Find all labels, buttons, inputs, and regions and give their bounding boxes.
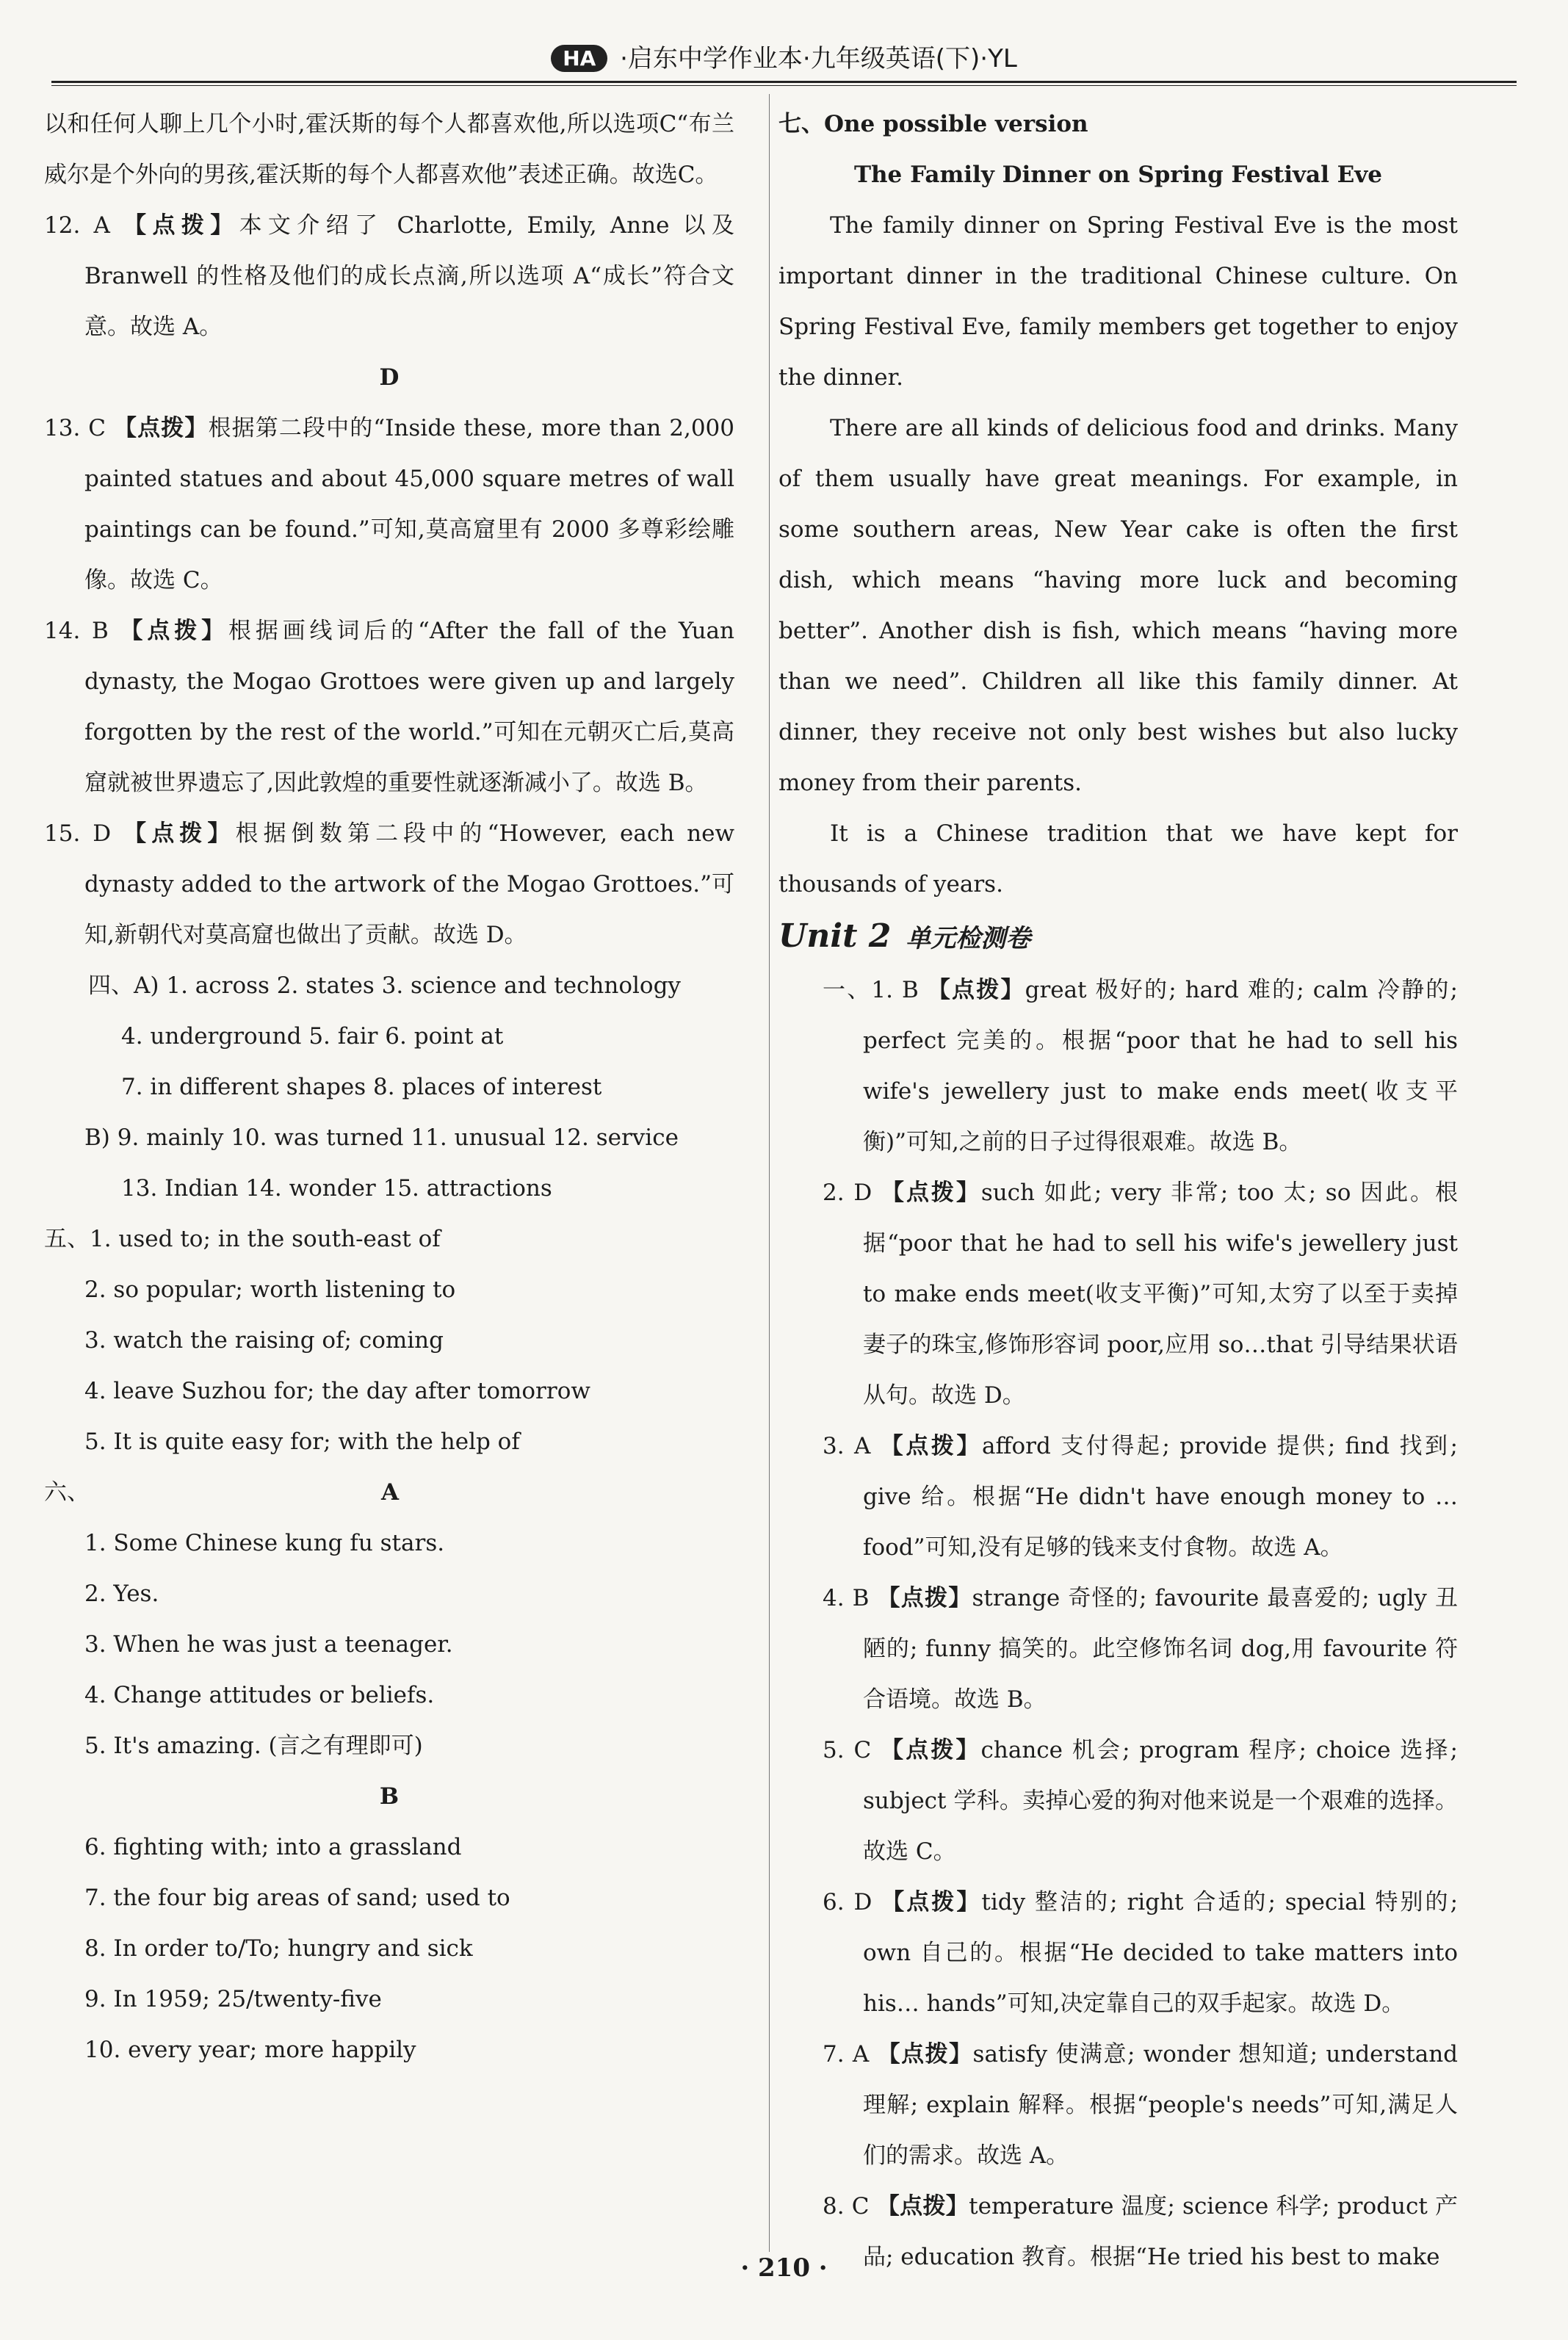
answer-text: The Family Dinner on Spring Festival Eve — [853, 162, 1383, 188]
page-header — [44, 38, 1524, 82]
answer-text: 10. every year; more happily — [84, 2037, 416, 2063]
answer-text: afford 支付得起; provide 提供; find 找到; give 给。根据“He didn't have enough money to … food”可知,没有足够的钱来支付食物。故选 A。 — [863, 1433, 1458, 1561]
answer-text: 根据画线词后的“After the fall of the Yuan dynasty, the Mogao Grottoes were given up and largely forgotten by the rest of the world.”可知在元朝灭亡后,莫高窟就被世界遗忘了,因此敦煌的重要性就逐渐减小了。故选 B。 — [84, 618, 734, 796]
hint-tag: 【点拨】 — [123, 212, 239, 239]
text-line — [44, 1670, 734, 1721]
right-column — [778, 99, 1458, 2283]
hint-tag: 【点拨】 — [881, 1180, 981, 1206]
text-line — [778, 403, 1458, 809]
unit-heading — [778, 910, 1458, 965]
answer-text: great 极好的; hard 难的; calm 冷静的; perfect 完美的。根据“poor that he had to sell his wife's jewellery just to make ends meet(收支平衡)”可知,之前的日子过得很艰难。故选 B。 — [863, 977, 1458, 1155]
hint-tag: 【点拨】 — [123, 820, 236, 847]
answer-text: 4. underground 5. fair 6. point at — [121, 1023, 504, 1050]
answer-item — [44, 606, 734, 809]
answer-text: 9. In 1959; 25/twenty-five — [84, 1986, 382, 2012]
hint-tag: 【点拨】 — [880, 1433, 982, 1459]
header-rule — [51, 81, 1517, 86]
text-line — [44, 1873, 734, 1924]
answer-text: 本文介绍了 Charlotte, Emily, Anne 以及 Branwell 的性格及他们的成长点滴,所以选项 A“成长”符合文意。故选 A。 — [84, 212, 734, 340]
text-line — [44, 1113, 734, 1163]
answer-text: 5. It is quite easy for; with the help of — [84, 1429, 520, 1455]
answer-text: 2. so popular; worth listening to — [84, 1276, 456, 1303]
text-line — [44, 1265, 734, 1315]
unit-subtitle: 单元检测卷 — [906, 924, 1031, 953]
answer-text: 3. watch the raising of; coming — [84, 1327, 444, 1354]
answer-item — [778, 1573, 1458, 1725]
answer-item — [778, 965, 1458, 1168]
answer-text: temperature 温度; science 科学; product 产品; education 教育。根据“He tried his best to make — [863, 2193, 1458, 2270]
answer-text: 1. Some Chinese kung fu stars. — [84, 1530, 445, 1556]
answer-number: 四、A) — [88, 972, 159, 999]
answer-text: satisfy 使满意; wonder 想知道; understand 理解; explain 解释。根据“people's needs”可知,满足人们的需求。故选 A。 — [863, 2041, 1458, 2169]
answer-number: 8. C — [823, 2193, 870, 2220]
section-number: 六、 — [44, 1479, 90, 1506]
answer-item — [778, 1168, 1458, 1421]
answer-item — [778, 1421, 1458, 1573]
left-column — [44, 99, 734, 2076]
hint-tag: 【点拨】 — [877, 1585, 972, 1611]
answer-text: 4. Change attitudes or beliefs. — [84, 1682, 435, 1708]
text-line — [778, 99, 1458, 150]
answer-text: tidy 整洁的; right 合适的; special 特别的; own 自己的。根据“He decided to take matters into his… hands”可知,决定靠自己的双手起家。故选 D。 — [863, 1889, 1459, 2017]
answer-text: such 如此; very 非常; too 太; so 因此。根据“poor that he had to sell his wife's jewellery just to make ends meet(收支平衡)”可知,太穷了以至于卖掉妻子的珠宝,修饰形容词 poor,应用 so…that 引导结果状语从句。故选 D。 — [863, 1180, 1459, 1409]
answer-number: 14. B — [44, 618, 109, 644]
answer-number: 一、1. B — [823, 977, 919, 1003]
text-line — [44, 2025, 734, 2076]
answer-text: B — [379, 1783, 400, 1810]
page-number: · 210 · — [740, 2253, 828, 2283]
text-line — [44, 1924, 734, 1974]
text-line — [44, 99, 734, 201]
publisher-badge: HA — [551, 45, 607, 72]
text-line — [44, 1214, 734, 1265]
answer-number: 6. D — [823, 1889, 872, 1915]
answer-number: 7. A — [823, 2041, 870, 2068]
answer-item — [44, 961, 734, 1011]
answer-number: 12. A — [44, 212, 110, 239]
section-part-label: A — [380, 1479, 400, 1506]
answer-text: B) 9. mainly 10. was turned 11. unusual 12. service — [84, 1124, 679, 1151]
hint-tag: 【点拨】 — [877, 2041, 973, 2068]
answer-text: 以和任何人聊上几个小时,霍沃斯的每个人都喜欢他,所以选项C“布兰威尔是个外向的男孩,霍沃斯的每个人都喜欢他”表述正确。故选C。 — [44, 111, 734, 188]
text-line — [778, 809, 1458, 910]
text-line — [44, 1163, 734, 1214]
hint-tag: 【点拨】 — [881, 1737, 981, 1763]
answer-text: strange 奇怪的; favourite 最喜爱的; ugly 丑陋的; funny 搞笑的。此空修饰名词 dog,用 favourite 符合语境。故选 B。 — [863, 1585, 1459, 1713]
answer-text: 根据倒数第二段中的“However, each new dynasty added to the artwork of the Mogao Grottoes.”可知,新朝代对莫高窟也做出了贡献。故选 D。 — [84, 820, 734, 948]
text-line — [44, 353, 734, 403]
answer-number: 4. B — [823, 1585, 870, 1611]
answer-text: 7. in different shapes 8. places of interest — [121, 1074, 602, 1100]
answer-number: 2. D — [823, 1180, 872, 1206]
text-line — [44, 1518, 734, 1569]
answer-text: The family dinner on Spring Festival Eve is the most important dinner in the traditional Chinese culture. On Spring Festival Eve, family members get together to enjoy the dinner. — [778, 212, 1458, 391]
answer-item — [778, 1725, 1458, 1877]
text-line — [44, 1721, 734, 1772]
answer-text: 3. When he was just a teenager. — [84, 1631, 453, 1658]
answer-text: There are all kinds of delicious food and drinks. Many of them usually have great meanings. For example, in some southern areas, New Year cake is often the first dish, which means “having more luck and becoming better”. Another dish is fish, which means “having more than we need”. Children all like this family dinner. At dinner, they receive not only best wishes but also lucky money from their parents. — [778, 415, 1458, 796]
hint-tag: 【点拨】 — [876, 2193, 969, 2220]
answer-text: 2. Yes. — [84, 1581, 159, 1607]
text-line — [44, 1974, 734, 2025]
answer-text: It is a Chinese tradition that we have kept for thousands of years. — [778, 820, 1458, 898]
answer-text: 7. the four big areas of sand; used to — [84, 1885, 510, 1911]
answer-text: 4. leave Suzhou for; the day after tomorrow — [84, 1378, 590, 1404]
answer-text: 七、One possible version — [778, 111, 1088, 137]
answer-item — [44, 403, 734, 606]
answer-item — [778, 2029, 1458, 2181]
answer-number: 15. D — [44, 820, 112, 847]
text-line — [44, 1417, 734, 1467]
section-heading — [44, 1467, 734, 1518]
text-line — [44, 1366, 734, 1417]
answer-item — [778, 1877, 1458, 2029]
answer-text: 根据第二段中的“Inside these, more than 2,000 painted statues and about 45,000 square metres of wall paintings can be found.”可知,莫高窟里有 2000 多尊彩绘雕像。故选 C。 — [84, 415, 734, 593]
answer-number: 13. C — [44, 415, 106, 441]
text-line — [44, 1062, 734, 1113]
text-line — [778, 150, 1458, 201]
answer-text: D — [379, 364, 400, 391]
answer-text: 6. fighting with; into a grassland — [84, 1834, 462, 1860]
text-line — [44, 1619, 734, 1670]
text-line — [44, 1772, 734, 1822]
answer-item — [44, 201, 734, 353]
answer-text: 五、1. used to; in the south-east of — [44, 1226, 441, 1252]
answer-item — [44, 809, 734, 961]
column-divider — [769, 94, 770, 2252]
text-line — [44, 1315, 734, 1366]
answer-text: 5. It's amazing. (言之有理即可) — [84, 1733, 423, 1759]
text-line — [778, 201, 1458, 403]
answer-number: 3. A — [823, 1433, 871, 1459]
hint-tag: 【点拨】 — [927, 977, 1025, 1003]
answer-text: 8. In order to/To; hungry and sick — [84, 1935, 473, 1962]
header-title: ·启东中学作业本·九年级英语(下)·YL — [620, 44, 1017, 73]
text-line — [44, 1569, 734, 1619]
hint-tag: 【点拨】 — [881, 1889, 982, 1915]
answer-text: 13. Indian 14. wonder 15. attractions — [121, 1175, 552, 1202]
hint-tag: 【点拨】 — [113, 415, 209, 441]
answer-text: 1. across 2. states 3. science and technology — [166, 972, 681, 999]
answer-text: chance 机会; program 程序; choice 选择; subject 学科。卖掉心爱的狗对他来说是一个艰难的选择。故选 C。 — [863, 1737, 1458, 1865]
answer-number: 5. C — [823, 1737, 872, 1763]
unit-title: Unit 2 — [778, 917, 892, 955]
hint-tag: 【点拨】 — [120, 618, 228, 644]
text-line — [44, 1011, 734, 1062]
text-line — [44, 1822, 734, 1873]
